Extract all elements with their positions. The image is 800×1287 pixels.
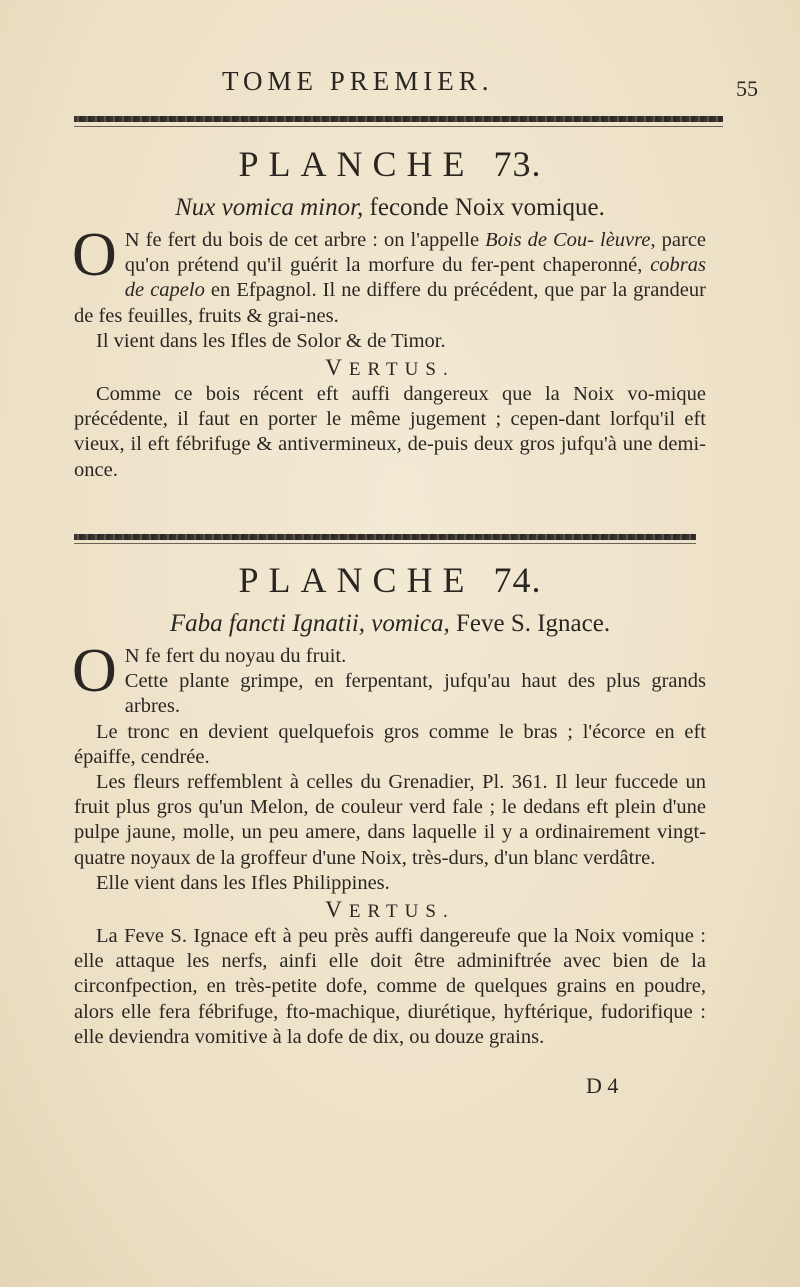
flower-paragraph: Les fleurs reffemblent à celles du Grenadier, Pl. 361. Il leur fuccede un fruit plus gros qu'un Melon, de couleur verd fale ; le dedans eft plein d'une pulpe jaune, molle, un peu amere, dans laquelle il y a ordinairement vingt-quatre noyaux de la groffeur d'une Noix, très-durs, d'un blanc verdâtre.	[74, 771, 706, 869]
plate-74-section	[74, 556, 706, 1050]
vertus-paragraph: Comme ce bois récent eft auffi dangereux que la Noix vo-mique précédente, il faut en porter le même jugement ; cepen-dant lorfqu'il eft vieux, il eft fébrifuge & antivermineux, de-puis deux gros jufqu'à une demi-once.	[74, 383, 706, 481]
vertus-rest: ERTUS.	[348, 359, 455, 381]
text-run: N fe fert du bois de cet arbre : on l'appelle	[124, 229, 486, 251]
vertus-paragraph: La Feve S. Ignace eft à peu près auffi dangereufe que la Noix vomique : elle attaque les nerfs, ainfi elle doit être adminiftrée avec bien de la circonfpection, en très-petite dofe, comme de quelques grains en poudre, alors elle fera fébrifuge, fto-machique, diurétique, hyftérique, fudorifique : elle deviendra vomitive à la dofe de dix, ou douze grains.	[74, 925, 706, 1048]
plate-heading-word: PLANCHE	[238, 560, 475, 600]
signature-mark: D 4	[586, 1073, 619, 1098]
italic-name: lèuvre	[600, 229, 651, 251]
plate-73-section	[74, 140, 706, 483]
text-run: Cette plante grimpe, en ferpentant, jufqu'au haut des plus grands arbres.	[124, 670, 706, 718]
plate-subtitle	[74, 604, 706, 644]
plate-number: 74.	[493, 560, 542, 600]
text-run: en Efpagnol. Il ne differe du précédent, que par la grandeur de fes feuilles, fruits & grai-nes.	[74, 279, 706, 327]
running-title: TOME PREMIER.	[222, 66, 494, 96]
description-paragraph	[72, 221, 707, 329]
vertus-heading	[74, 354, 706, 382]
trunk-paragraph: Le tronc en devient quelquefois gros comme le bras ; l'écorce en eft épaiffe, cendrée.	[74, 720, 706, 768]
vertus-heading	[74, 896, 706, 924]
italic-name: cobras de capelo	[124, 254, 706, 302]
drop-cap: O	[72, 221, 117, 289]
thin-rule	[74, 543, 696, 544]
french-name: feconde Noix vomique.	[369, 194, 605, 221]
vertus-rest: ERTUS.	[348, 901, 455, 923]
vertus-initial: V	[325, 355, 349, 381]
page-number: 55	[736, 76, 758, 101]
latin-name: Faba fancti Ignatii, vomica,	[169, 610, 450, 637]
description-paragraph	[72, 637, 706, 720]
ornamental-rule	[74, 116, 723, 122]
plate-heading-word: PLANCHE	[238, 144, 475, 184]
french-name: Feve S. Ignace.	[455, 610, 611, 637]
text-run: N fe fert du noyau du fruit.	[124, 645, 347, 667]
latin-name: Nux vomica minor,	[175, 194, 364, 221]
vertus-initial: V	[325, 897, 349, 923]
ornamental-rule	[74, 534, 696, 540]
plate-heading	[74, 556, 706, 604]
thin-rule	[74, 126, 723, 127]
drop-cap: O	[72, 637, 117, 705]
plate-subtitle	[74, 188, 706, 228]
habitat-paragraph: Elle vient dans les Ifles Philippines.	[96, 871, 390, 894]
habitat-paragraph: Il vient dans les Ifles de Solor & de Timor.	[96, 329, 446, 352]
running-head	[70, 66, 760, 102]
text-run: , parce qu'on prétend qu'il guérit la morfure du fer-pent chaperonné,	[124, 229, 707, 277]
italic-name: Bois de Cou-	[485, 229, 594, 251]
plate-heading	[74, 140, 706, 188]
plate-number: 73.	[493, 144, 542, 184]
